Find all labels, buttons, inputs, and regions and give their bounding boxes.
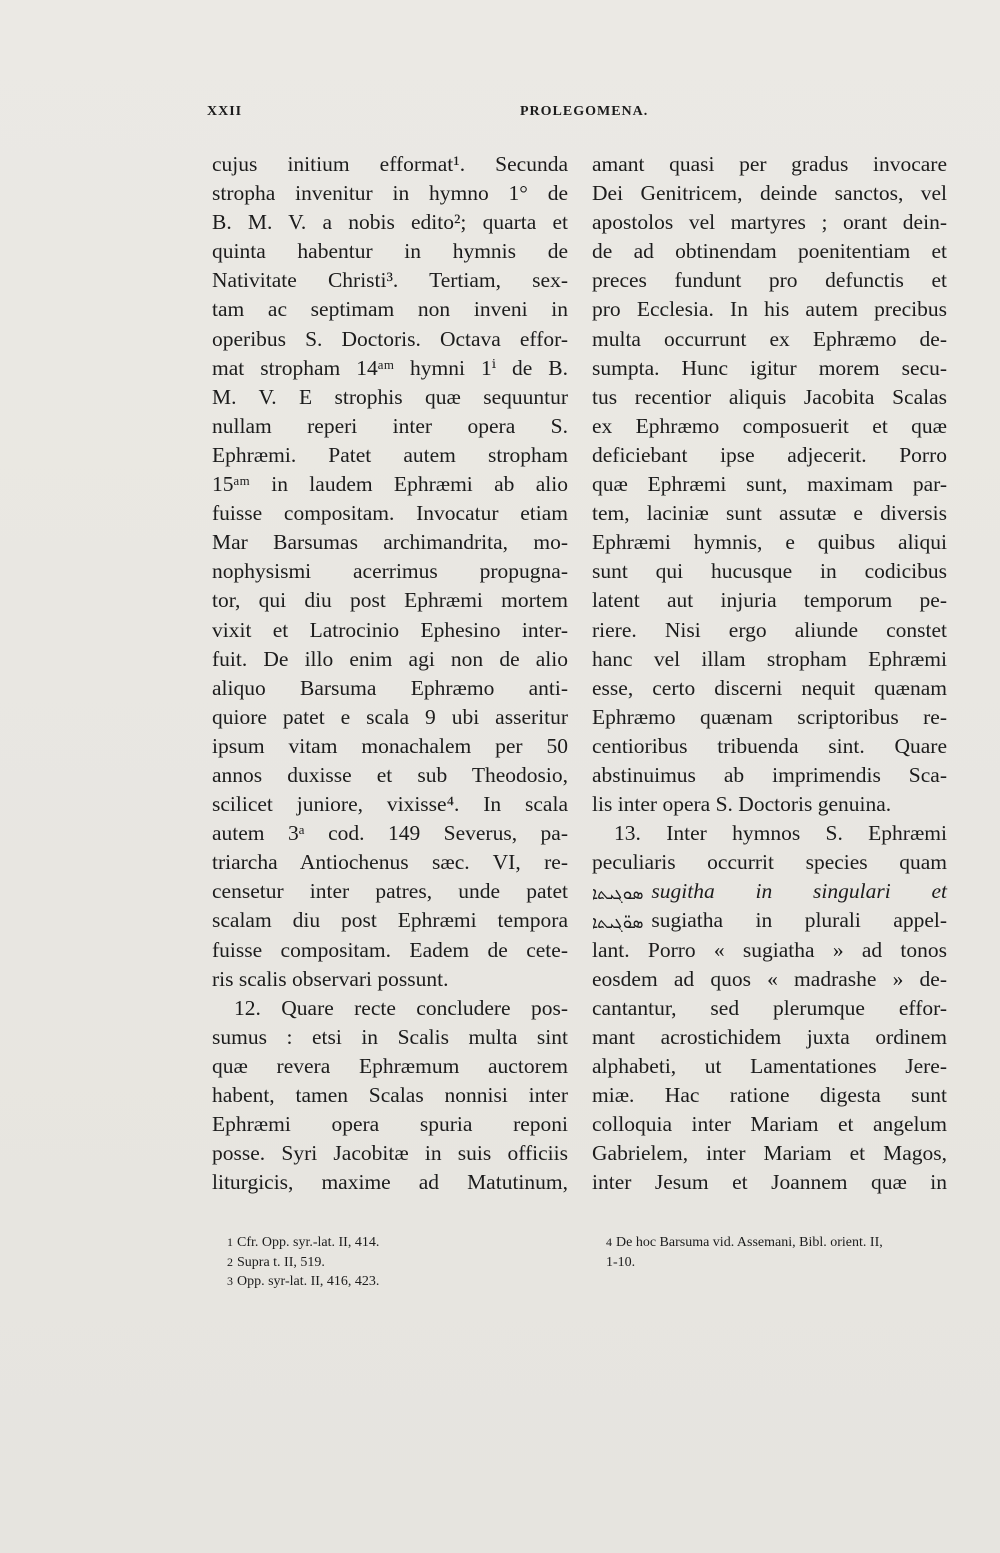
text-line: triarcha Antiochenus sæc. VI, re- [212, 850, 568, 875]
text-line: fuit. De illo enim agi non de alio [212, 646, 568, 671]
text-line: operibus S. Doctoris. Octava effor- [212, 326, 568, 351]
text-line: M. V. E strophis quæ sequuntur [212, 384, 568, 409]
text-line: inter Jesum et Joannem quæ in [592, 1170, 947, 1195]
text-line: aliquo Barsuma Ephræmo anti- [212, 675, 568, 700]
text-line: quiore patet e scala 9 ubi asseritur [212, 704, 568, 729]
text-line: sumus : etsi in Scalis multa sint [212, 1024, 568, 1049]
text-line: scalam diu post Ephræmi tempora [212, 908, 568, 933]
text-line: censetur inter patres, unde patet [212, 879, 568, 904]
text-line: ipsum vitam monachalem per 50 [212, 733, 568, 758]
footnotes-left [227, 1233, 567, 1292]
text-line: sunt qui hucusque in codicibus [592, 559, 947, 584]
text-line: tam ac septimam non inveni in [212, 297, 568, 322]
footnote-number: 3 [227, 1274, 233, 1288]
text-line: liturgicis, maxime ad Matutinum, [212, 1170, 568, 1195]
text-line: multa occurrunt ex Ephræmo de- [592, 326, 947, 351]
footnote-text: 1-10. [606, 1254, 636, 1270]
text-line: eosdem ad quos « madrashe » de- [592, 966, 947, 991]
text-line: Nativitate Christi³. Tertiam, sex- [212, 268, 568, 293]
text-line: riere. Nisi ergo aliunde constet [592, 617, 947, 642]
page-number: XXII [207, 104, 243, 119]
text-line: latent aut injuria temporum pe- [592, 588, 947, 613]
footnote-number: 1 [227, 1235, 233, 1249]
text-line: sugiatha in plurali appel- [651, 908, 947, 933]
syriac-line [592, 877, 947, 906]
right-column [592, 150, 947, 1197]
text-line: autem 3ᵃ cod. 149 Severus, pa- [212, 821, 568, 846]
text-line: vixit et Latrocinio Ephesino inter- [212, 617, 568, 642]
text-line: alphabeti, ut Lamentationes Jere- [592, 1053, 947, 1078]
text-line: annos duxisse et sub Theodosio, [212, 762, 568, 787]
footnote-number: 4 [606, 1235, 612, 1249]
text-line: Gabrielem, inter Mariam et Magos, [592, 1141, 947, 1166]
text-line: peculiaris occurrit species quam [592, 850, 947, 875]
text-line: cujus initium efformat¹. Secunda [212, 152, 568, 176]
syriac-word: ܣܘܓܝܬܐ [592, 883, 644, 903]
footnote [227, 1233, 567, 1253]
text-line: Ephræmi hymnis, e quibus aliqui [592, 530, 947, 555]
text-line: 15ᵃᵐ in laudem Ephræmi ab alio [212, 472, 568, 497]
text-line: mat stropham 14ᵃᵐ hymni 1ⁱ de B. [212, 355, 568, 380]
running-title: PROLEGOMENA. [520, 104, 649, 119]
text-line: lant. Porro « sugiatha » ad tonos [592, 937, 947, 962]
text-line: ex Ephræmo composuerit et quæ [592, 413, 947, 438]
text-line: amant quasi per gradus invocare [592, 152, 947, 176]
text-line: Mar Barsumas archimandrita, mo- [212, 530, 568, 555]
text-line: hanc vel illam stropham Ephræmi [592, 646, 947, 671]
text-line: ris scalis observari possunt. [212, 966, 449, 991]
text-line: tor, qui diu post Ephræmi mortem [212, 588, 568, 613]
text-line: mant acrostichidem juxta ordinem [592, 1024, 947, 1049]
text-line: quæ Ephræmi sunt, maximam par- [592, 472, 947, 497]
syriac-word: ܣܘ̈ܓܝܬܐ [592, 912, 644, 932]
text-line: esse, certo discerni nequit quænam [592, 675, 947, 700]
footnote-text: Cfr. Opp. syr.-lat. II, 414. [237, 1235, 380, 1250]
text-line: apostolos vel martyres ; orant dein- [592, 210, 947, 235]
text-line: scilicet juniore, vixisse⁴. In scala [212, 792, 568, 817]
text-line: sugitha in singulari et [651, 879, 947, 904]
text-line: pro Ecclesia. In his autem precibus [592, 297, 947, 322]
text-line: tus recentior aliquis Jacobita Scalas [592, 384, 947, 409]
footnote-number: 2 [227, 1254, 233, 1269]
running-head [207, 104, 952, 130]
footnotes-right [606, 1233, 951, 1272]
text-line: abstinuimus ab imprimendis Sca- [592, 762, 947, 787]
footnote-continuation [606, 1253, 951, 1273]
text-line: colloquia inter Mariam et angelum [592, 1112, 947, 1137]
section-12-start: 12. Quare recte concludere pos- [234, 995, 568, 1020]
text-line: lis inter opera S. Doctoris genuina. [592, 792, 892, 817]
section-13-start: 13. Inter hymnos S. Ephræmi [614, 821, 947, 846]
footnote [227, 1253, 567, 1273]
text-line: miæ. Hac ratione digesta sunt [592, 1083, 947, 1107]
text-line: quæ revera Ephræmum auctorem [212, 1053, 568, 1078]
text-line: Dei Genitricem, deinde sanctos, vel [592, 181, 947, 206]
text-line: stropha invenitur in hymno 1° de [212, 181, 568, 206]
text-line: habent, tamen Scalas nonnisi inter [212, 1083, 568, 1107]
footnote-text: Supra t. II, 519. [237, 1254, 325, 1270]
text-line: nullam reperi inter opera S. [212, 413, 568, 438]
footnote [606, 1233, 951, 1253]
text-line: cantantur, sed plerumque effor- [592, 995, 947, 1020]
syriac-line [592, 906, 947, 935]
text-line: Ephræmi opera spuria reponi [212, 1112, 568, 1137]
text-line: posse. Syri Jacobitæ in suis officiis [212, 1141, 568, 1166]
text-line: sumpta. Hunc igitur morem secu- [592, 355, 947, 380]
text-line: tem, laciniæ sunt assutæ e diversis [592, 501, 947, 526]
text-line: preces fundunt pro defunctis et [592, 268, 947, 293]
footnote-text: De hoc Barsuma vid. Assemani, Bibl. orient. II, [616, 1235, 883, 1250]
text-line: Ephræmi. Patet autem stropham [212, 442, 568, 467]
text-line: deficiebant ipse adjecerit. Porro [592, 442, 947, 467]
text-line: centioribus tribuenda sint. Quare [592, 733, 947, 758]
footnote [227, 1272, 567, 1292]
text-line: fuisse compositam. Invocatur etiam [212, 501, 568, 526]
footnote-text: Opp. syr-lat. II, 416, 423. [237, 1274, 380, 1289]
text-line: Ephræmo quænam scriptoribus re- [592, 704, 947, 729]
left-column [212, 150, 568, 1197]
text-line: fuisse compositam. Eadem de cete- [212, 937, 568, 962]
text-line: quinta habentur in hymnis de [212, 239, 568, 264]
text-line: de ad obtinendam poenitentiam et [592, 239, 947, 264]
text-line: B. M. V. a nobis edito²; quarta et [212, 210, 568, 235]
text-line: nophysismi acerrimus propugna- [212, 559, 568, 584]
